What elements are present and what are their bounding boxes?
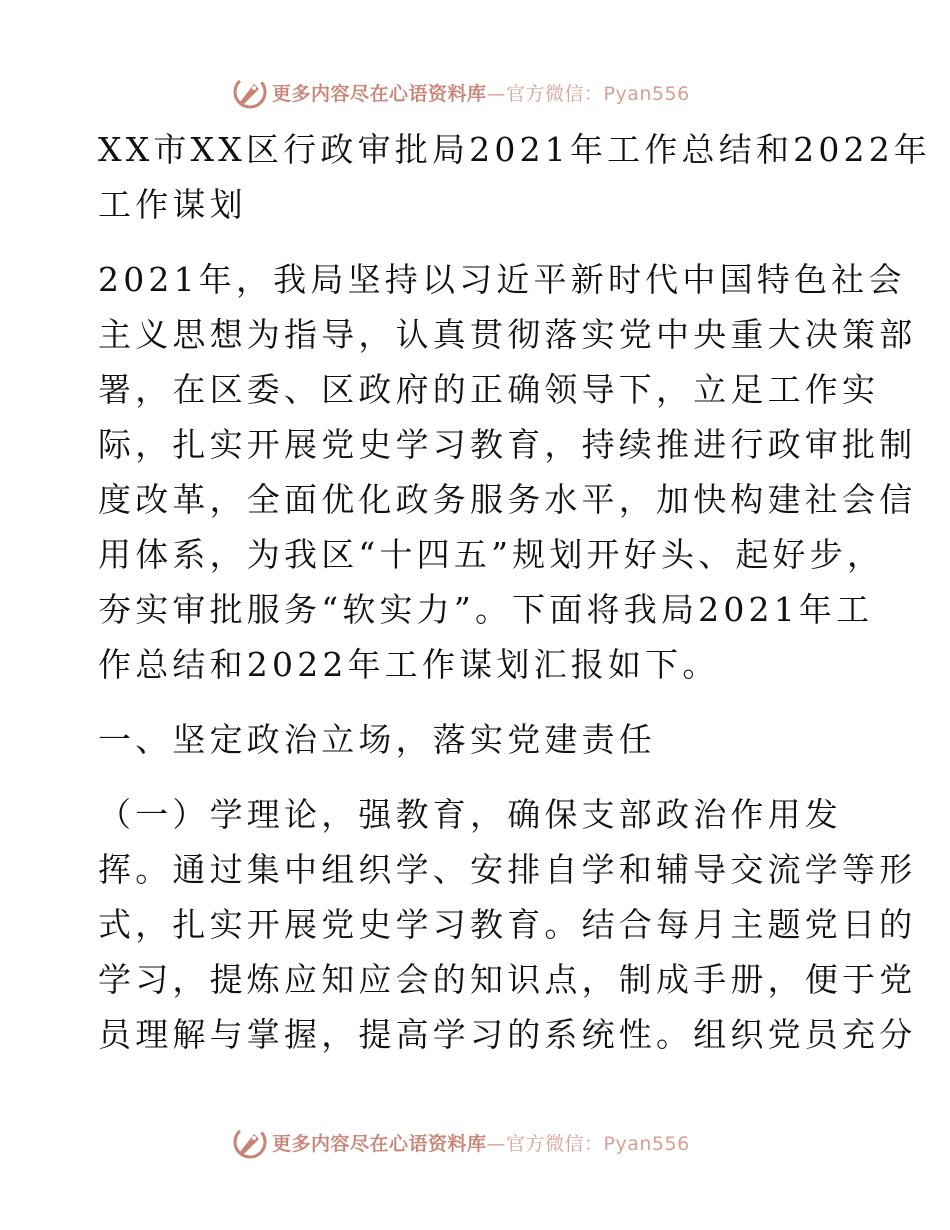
- subsection-line: 员理解与掌握，提高学习的系统性。组织党员充分: [98, 1015, 917, 1054]
- watermark-text: [272, 79, 690, 106]
- paragraph-line: 署，在区委、区政府的正确领导下，立足工作实: [98, 370, 880, 409]
- watermark-contact-text: —官方微信：Pyan556: [486, 82, 690, 105]
- paragraph-line: 度改革，全面优化政务服务水平，加快构建社会信: [98, 480, 917, 519]
- document-body: [98, 122, 932, 1062]
- pen-nib-logo-icon: [232, 1124, 268, 1160]
- subsection-line: 挥。通过集中组织学、安排自学和辅导交流学等形: [98, 850, 917, 889]
- watermark-contact-text: —官方微信：Pyan556: [486, 1132, 690, 1155]
- pen-nib-logo-icon: [232, 74, 268, 110]
- watermark-main-text: 更多内容尽在心语资料库: [272, 82, 487, 105]
- doc-title-line: XX市XX区行政审批局2021年工作总结和2022年: [98, 130, 932, 169]
- watermark-header: [232, 72, 752, 112]
- paragraph-line: 际，扎实开展党史学习教育，持续推进行政审批制: [98, 425, 917, 464]
- doc-title-line: 工作谋划: [98, 185, 247, 224]
- paragraph-line: 主义思想为指导，认真贯彻落实党中央重大决策部: [98, 315, 917, 354]
- subsection-line: 学习，提炼应知应会的知识点，制成手册，便于党: [98, 960, 917, 999]
- paragraph-line: 夯实审批服务“软实力”。下面将我局2021年工: [98, 590, 874, 629]
- watermark-text: [272, 1129, 690, 1156]
- section-heading: 一、坚定政治立场，落实党建责任: [98, 720, 656, 759]
- subsection-line: 式，扎实开展党史学习教育。结合每月主题党日的: [98, 905, 917, 944]
- subsection-line: （一）学理论，强教育，确保支部政治作用发: [98, 795, 842, 834]
- paragraph-line: 用体系，为我区“十四五”规划开好头、起好步，: [98, 535, 885, 574]
- paragraph-line: 2021年，我局坚持以习近平新时代中国特色社会: [98, 260, 906, 299]
- paragraph-line: 作总结和2022年工作谋划汇报如下。: [98, 645, 720, 684]
- watermark-footer: [232, 1122, 752, 1162]
- watermark-main-text: 更多内容尽在心语资料库: [272, 1132, 487, 1155]
